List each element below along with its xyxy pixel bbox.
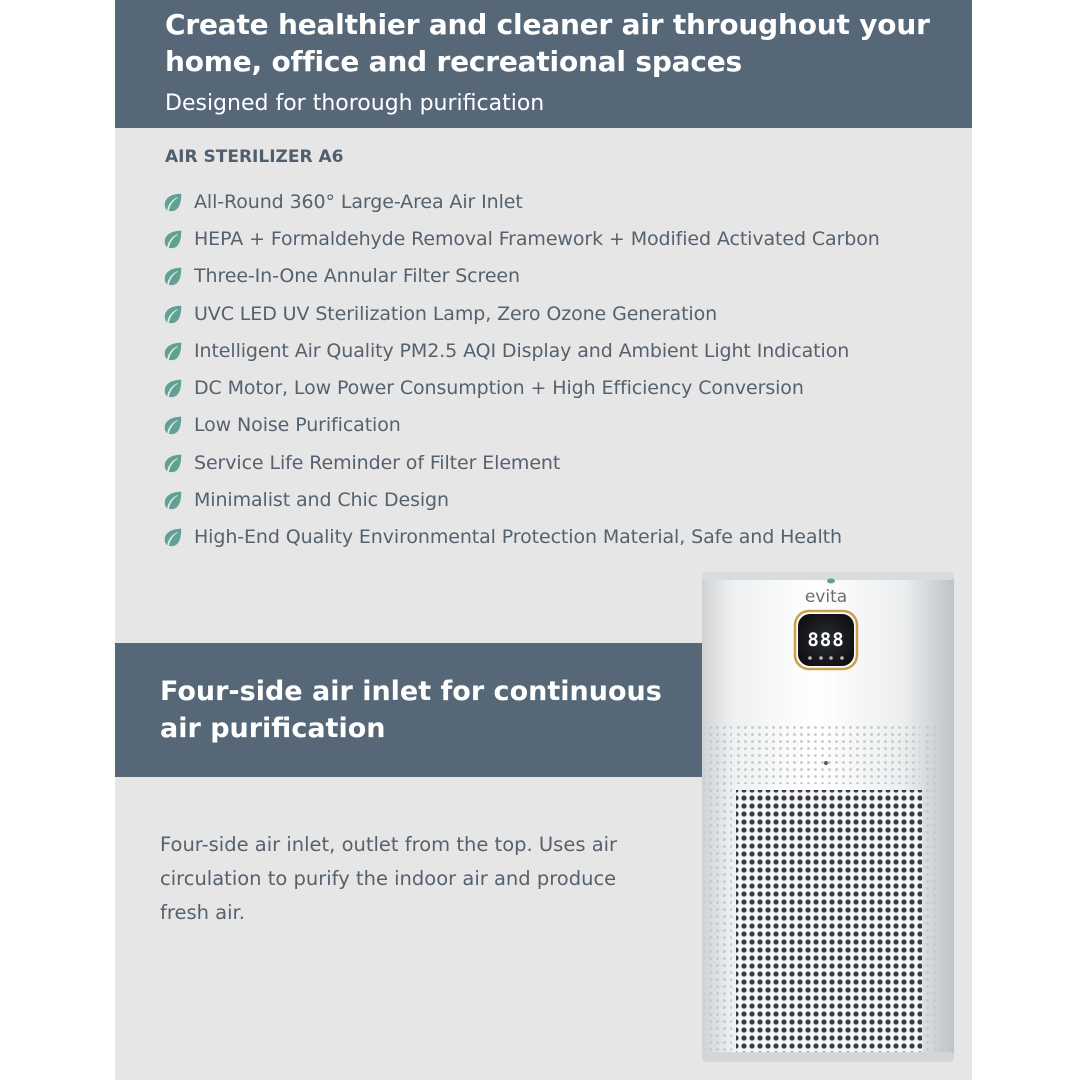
front-grille-top [736, 722, 920, 784]
leaf-icon [162, 414, 184, 436]
feature-text: Service Life Reminder of Filter Element [194, 451, 561, 474]
leaf-icon [162, 489, 184, 511]
feature-text: Intelligent Air Quality PM2.5 AQI Display and Ambient Light Indication [194, 339, 850, 362]
section-body: Four-side air inlet, outlet from the top. Uses air circulation to purify the indoor air and produce fresh air. [160, 833, 618, 924]
leaf-icon [162, 340, 184, 362]
content-panel [115, 0, 972, 1080]
headline: Create healthier and cleaner air throughout your home, office and recreational spaces [165, 8, 930, 78]
feature-item [162, 220, 880, 257]
feature-item [162, 332, 880, 369]
feature-item [162, 444, 880, 481]
feature-text: Low Noise Purification [194, 414, 401, 437]
feature-text: Three-In-One Annular Filter Screen [194, 265, 520, 288]
evita-logo: evita [804, 587, 848, 607]
feature-item [162, 519, 880, 556]
feature-item [162, 183, 880, 220]
leaf-icon [162, 265, 184, 287]
section-title: Four-side air inlet for continuous air purification [160, 676, 662, 744]
control-display [795, 611, 857, 669]
leaf-icon [162, 191, 184, 213]
side-grille-right [925, 722, 952, 1057]
feature-text: DC Motor, Low Power Consumption + High Efficiency Conversion [194, 377, 804, 400]
leaf-icon [162, 228, 184, 250]
display-digits: 888 [807, 629, 845, 651]
feature-item [162, 369, 880, 406]
feature-item [162, 481, 880, 518]
front-grille [736, 790, 922, 1052]
product-name: AIR STERILIZER A6 [165, 147, 344, 167]
side-grille-left [704, 722, 732, 1057]
subheadline: Designed for thorough purification [165, 91, 545, 116]
section-band [115, 643, 703, 777]
header-band [115, 0, 972, 128]
air-purifier-image [700, 570, 960, 1065]
leaf-icon [162, 377, 184, 399]
leaf-icon [162, 452, 184, 474]
feature-item [162, 295, 880, 332]
leaf-icon [162, 303, 184, 325]
feature-list [162, 183, 880, 556]
feature-text: All-Round 360° Large-Area Air Inlet [194, 190, 523, 213]
feature-text: High-End Quality Environmental Protection Material, Safe and Health [194, 526, 842, 549]
leaf-icon [162, 526, 184, 548]
feature-text: Minimalist and Chic Design [194, 489, 449, 512]
feature-text: HEPA + Formaldehyde Removal Framework + Modified Activated Carbon [194, 227, 880, 250]
feature-item [162, 258, 880, 295]
feature-text: UVC LED UV Sterilization Lamp, Zero Ozone Generation [194, 302, 718, 325]
feature-item [162, 407, 880, 444]
